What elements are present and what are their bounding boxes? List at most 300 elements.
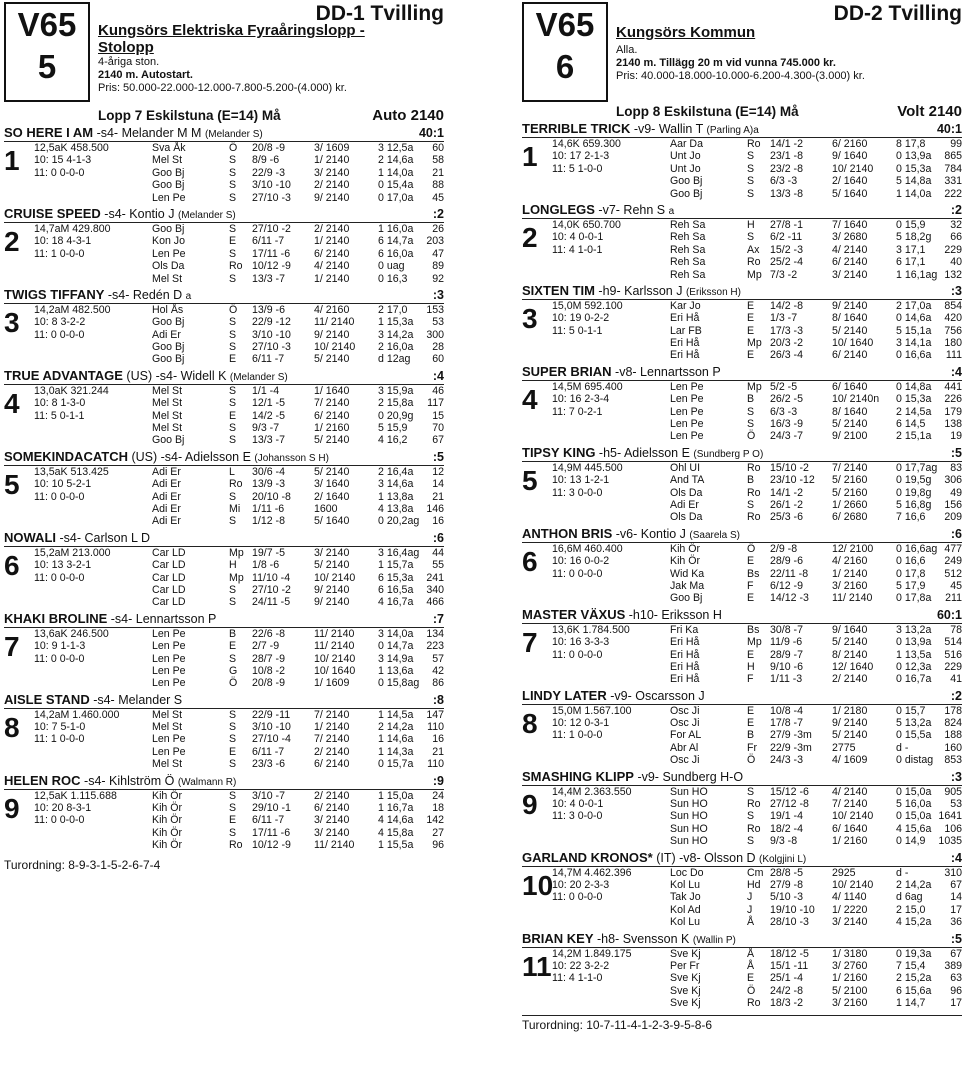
- placing-time: 2 14,5a: [896, 405, 932, 418]
- odds-value: 211: [945, 592, 962, 605]
- horse-info: (US) -s4- Adielsson E: [127, 449, 255, 464]
- date: 28/9 -6: [770, 555, 803, 568]
- date: 9/10 -6: [770, 660, 803, 673]
- result-line: [4, 515, 444, 527]
- horse-entry: [4, 531, 444, 609]
- date: 20/10 -8: [252, 490, 291, 503]
- race-name-line: Kungsörs Kommun: [616, 24, 756, 41]
- result-line: [522, 555, 962, 567]
- result-line: [4, 273, 444, 285]
- race-name-line: Stolopp: [98, 39, 154, 56]
- start-distance: 5/ 2140: [314, 559, 350, 572]
- driver: Sva Åk: [152, 142, 186, 154]
- placing-time: 0 15,5a: [896, 729, 932, 742]
- placing-time: 2 15,0: [896, 903, 926, 916]
- track: S: [229, 316, 237, 329]
- record-stats: 11: 0 0-0-0: [552, 567, 603, 580]
- start-distance: 5/ 2140: [314, 353, 350, 366]
- start-distance: 5/ 2140: [832, 729, 868, 742]
- placing-time: 0 16,3: [378, 272, 408, 285]
- start-number: 6: [4, 549, 20, 581]
- placing-time: 0 12,3a: [896, 660, 932, 673]
- result-line: [4, 434, 444, 446]
- start-distance: 8/ 1640: [832, 312, 868, 325]
- horse-entry: [4, 369, 444, 447]
- placing-time: 0 15,3a: [896, 393, 932, 406]
- odds-value: 53: [432, 316, 444, 329]
- trainer-name: (Sundberg P O): [693, 448, 764, 460]
- track: S: [229, 733, 237, 746]
- result-line: [522, 705, 962, 717]
- trainer-name: (Walmann R): [177, 776, 237, 788]
- date: 12/1 -5: [252, 397, 285, 410]
- date: 15/10 -2: [770, 461, 809, 474]
- horse-name: TIPSY KING: [522, 444, 596, 460]
- horse-record: [4, 709, 444, 771]
- track: Mp: [747, 636, 762, 649]
- placing-time: d 6ag: [896, 891, 923, 904]
- result-line: [4, 709, 444, 721]
- driver: Sun HO: [670, 785, 708, 798]
- start-distance: 2/ 2140: [314, 179, 350, 192]
- race-label: DD-1 Tvilling: [315, 2, 444, 25]
- track: S: [229, 166, 237, 179]
- odds-value: 160: [944, 741, 962, 754]
- result-line: [522, 960, 962, 972]
- odds: :2: [950, 688, 962, 703]
- result-line: [522, 624, 962, 636]
- record-stats: 11: 5 0-1-1: [552, 324, 603, 337]
- game-box: [522, 2, 608, 102]
- start-distance: 11/ 2140: [314, 839, 355, 852]
- date: 23/10 -12: [770, 474, 815, 487]
- horse-record: [522, 705, 962, 767]
- start-distance: 8/ 1640: [832, 405, 868, 418]
- horse-name: SIXTEN TIM: [522, 282, 595, 298]
- record-stats: 15,0M 1.567.100: [552, 704, 632, 717]
- placing-time: 0 15,0a: [896, 785, 932, 798]
- odds-value: 60: [432, 142, 444, 154]
- placing-time: 0 15,7: [896, 704, 926, 717]
- track: J: [747, 891, 753, 904]
- date: 22/6 -8: [252, 627, 285, 640]
- start-distance: 2/ 2140: [832, 673, 868, 686]
- driver: Goo Bj: [152, 166, 185, 179]
- placing-time: 1 15,7a: [378, 559, 414, 572]
- odds-value: 16: [432, 733, 444, 746]
- driver: Len Pe: [152, 247, 186, 260]
- record-stats: 13,0aK 321.244: [34, 384, 109, 397]
- odds: 40:1: [418, 126, 444, 140]
- horse-info: (US) -s4- Widell K: [122, 368, 230, 383]
- start-number: 9: [4, 792, 20, 824]
- race-prize: Pris: 40.000-18.000-10.000-6.200-4.300-(3.000) kr.: [616, 70, 865, 82]
- horse-name: KHAKI BROLINE: [4, 610, 108, 626]
- start-distance: 7/ 2140: [314, 397, 350, 410]
- placing-time: 2 17,0: [378, 303, 408, 316]
- placing-time: 0 17,0a: [378, 191, 414, 204]
- horse-header: [522, 689, 962, 705]
- record-stats: 10: 7 5-1-0: [34, 721, 86, 734]
- placing-time: 1 15,3a: [378, 316, 414, 329]
- driver: Sve Kj: [670, 984, 701, 997]
- track: S: [229, 422, 237, 435]
- record-stats: 10: 4 0-0-1: [552, 798, 604, 811]
- start-distance: 1/ 2220: [832, 903, 868, 916]
- odds-value: 21: [432, 490, 444, 503]
- track: S: [747, 231, 755, 244]
- driver: Fri Ka: [670, 623, 699, 636]
- odds-value: 78: [950, 623, 962, 636]
- start-distance: 7/ 2140: [314, 733, 350, 746]
- track: G: [229, 664, 238, 677]
- placing-time: 1 16,1ag: [896, 268, 938, 281]
- driver: Kon Jo: [152, 235, 185, 248]
- placing-time: 2 15,8a: [378, 397, 414, 410]
- horse-header: [4, 369, 444, 385]
- horse-header: [522, 608, 962, 624]
- result-line: [522, 649, 962, 661]
- placing-time: 0 13,9a: [896, 150, 932, 163]
- date: 9/3 -7: [252, 422, 280, 435]
- placing-time: 2 17,0a: [896, 299, 932, 312]
- horse-name: AISLE STAND: [4, 691, 90, 707]
- driver: Mel St: [152, 272, 183, 285]
- start-distance: 2/ 1640: [832, 175, 868, 188]
- driver: Car LD: [152, 596, 186, 609]
- record-stats: 10: 15 4-1-3: [34, 154, 92, 167]
- result-line: [4, 304, 444, 316]
- horse-entry: [522, 446, 962, 524]
- result-line: [4, 677, 444, 689]
- odds: 60:1: [936, 607, 962, 622]
- result-line: [522, 269, 962, 281]
- odds-value: 110: [427, 758, 444, 771]
- odds-value: 306: [944, 474, 962, 487]
- result-line: [522, 661, 962, 673]
- odds-value: 441: [944, 380, 962, 393]
- start-number: 1: [4, 145, 20, 176]
- driver: Kol Ad: [670, 903, 701, 916]
- result-line: [522, 381, 962, 393]
- date: 14/12 -3: [770, 592, 809, 605]
- track: S: [747, 498, 755, 511]
- track: S: [229, 789, 237, 802]
- record-stats: 11: 0 0-0-0: [34, 571, 85, 584]
- placing-time: 5 15,9: [378, 422, 408, 435]
- track: Hd: [747, 878, 761, 891]
- date: 2/9 -8: [770, 542, 798, 555]
- result-line: [522, 543, 962, 555]
- date: 6/11 -7: [252, 814, 285, 827]
- start-number: 4: [4, 387, 20, 419]
- track: L: [229, 465, 235, 478]
- odds-value: 1641: [938, 810, 962, 823]
- placing-time: 3 12,5a: [378, 142, 414, 154]
- start-number: 3: [4, 306, 20, 338]
- start-distance: 9/ 1640: [832, 150, 868, 163]
- trainer-name: a: [185, 290, 192, 302]
- driver: Osc Ji: [670, 704, 700, 717]
- date: 14/1 -2: [770, 138, 803, 150]
- result-line: [522, 879, 962, 891]
- start-distance: 9/ 2140: [314, 328, 350, 341]
- race-distance: 2140 m. Tillägg 20 m vid vunna 745.000 kr.: [616, 57, 836, 69]
- horse-info: -s4- Kontio J: [100, 206, 178, 221]
- driver: Aar Da: [670, 138, 703, 150]
- placing-time: 3 17,1: [896, 243, 926, 256]
- odds: 40:1: [936, 122, 962, 136]
- odds-value: 142: [426, 814, 444, 827]
- driver: Osc Ji: [670, 717, 700, 730]
- driver: Wid Ka: [670, 567, 705, 580]
- odds-value: 138: [944, 418, 962, 431]
- horse-entry: [522, 284, 962, 362]
- start-distance: 3/ 2680: [832, 231, 868, 244]
- odds-value: 756: [944, 324, 962, 337]
- result-line: [4, 839, 444, 851]
- start-distance: 5/ 2140: [314, 465, 350, 478]
- record-stats: 14,2aM 1.460.000: [34, 708, 120, 721]
- start-number: 9: [522, 788, 538, 820]
- driver: Adi Er: [152, 490, 181, 503]
- driver: Sve Kj: [670, 947, 701, 960]
- date: 20/3 -2: [770, 337, 803, 350]
- start-number: 8: [4, 711, 20, 743]
- driver: Ohl UI: [670, 461, 701, 474]
- result-line: [4, 758, 444, 770]
- driver: Eri Hå: [670, 636, 700, 649]
- result-line: [4, 640, 444, 652]
- record-stats: 13,6K 1.784.500: [552, 623, 630, 636]
- odds-value: 19: [950, 430, 962, 443]
- placing-time: 1 14,3a: [378, 745, 414, 758]
- track: E: [229, 353, 237, 366]
- odds-value: 188: [944, 729, 962, 742]
- start-number: 10: [522, 869, 554, 901]
- horse-record: [4, 223, 444, 285]
- result-line: [4, 559, 444, 571]
- odds-value: 209: [944, 511, 962, 524]
- horse-entry: [522, 608, 962, 686]
- driver: Mel St: [152, 708, 183, 721]
- track: S: [229, 341, 237, 354]
- driver: Adi Er: [152, 502, 181, 515]
- placing-time: 0 14,6a: [896, 312, 932, 325]
- date: 1/3 -7: [770, 312, 798, 325]
- start-distance: 3/ 2140: [314, 826, 350, 839]
- start-distance: 10/ 1640: [832, 337, 874, 350]
- result-line: [522, 798, 962, 810]
- track: Ro: [747, 822, 761, 835]
- date: 13/3 -8: [770, 187, 803, 200]
- placing-time: 2 15,2a: [896, 972, 932, 985]
- placing-time: 2 16,0a: [378, 341, 414, 354]
- trainer-name: (Saarela S): [689, 529, 740, 541]
- horse-header: [522, 365, 962, 381]
- placing-time: 1 14,7: [896, 997, 926, 1010]
- horse-record: [522, 786, 962, 848]
- result-line: [522, 300, 962, 312]
- odds-value: 88: [432, 179, 444, 192]
- driver: Reh Sa: [670, 256, 706, 269]
- horse-header: [522, 203, 962, 219]
- odds: :2: [950, 202, 962, 217]
- driver: Reh Sa: [670, 218, 706, 231]
- odds-value: 21: [432, 166, 444, 179]
- odds-value: 331: [944, 175, 962, 188]
- track: Fr: [747, 741, 757, 754]
- start-distance: 5/ 2160: [832, 486, 868, 499]
- horse-name: SO HERE I AM: [4, 125, 94, 140]
- driver: Kih Ör: [152, 814, 183, 827]
- trainer-name: (Eriksson H): [685, 286, 741, 298]
- odds-value: 89: [432, 260, 444, 273]
- record-stats: 14,5M 695.400: [552, 380, 623, 393]
- track: E: [229, 409, 237, 422]
- driver: Len Pe: [152, 652, 186, 665]
- track: S: [229, 154, 237, 167]
- track: S: [229, 397, 237, 410]
- turordning: Turordning: 10-7-11-4-1-2-3-9-5-8-6: [522, 1015, 962, 1032]
- result-line: [522, 231, 962, 243]
- date: 18/12 -5: [770, 947, 809, 960]
- date: 22/9 -3m: [770, 741, 812, 754]
- placing-time: 0 13,9a: [896, 636, 932, 649]
- horse-info: -v9- Wallin T: [630, 122, 707, 136]
- start-distance: 7/ 2140: [832, 798, 868, 811]
- driver: Goo Bj: [152, 222, 185, 235]
- odds-value: 83: [950, 461, 962, 474]
- odds-value: 111: [945, 349, 962, 362]
- horse-name: SOMEKINDACATCH: [4, 448, 128, 464]
- record-stats: 14,2aM 482.500: [34, 303, 111, 316]
- driver: Goo Bj: [670, 187, 703, 200]
- start-distance: 6/ 2160: [832, 138, 868, 150]
- track: B: [747, 729, 755, 742]
- driver: Goo Bj: [152, 353, 185, 366]
- result-line: [4, 235, 444, 247]
- result-line: [4, 410, 444, 422]
- start-distance: 1/ 2160: [832, 835, 868, 848]
- date: 27/10 -3: [252, 191, 291, 204]
- date: 28/8 -5: [770, 866, 803, 879]
- date: 26/2 -5: [770, 393, 803, 406]
- start-distance: 10/ 2140: [832, 878, 874, 891]
- odds-value: 27: [432, 826, 444, 839]
- placing-time: 0 20,2ag: [378, 515, 420, 528]
- track: Å: [747, 947, 755, 960]
- driver: Len Pe: [152, 677, 186, 690]
- start-distance: 1/ 2140: [314, 154, 350, 167]
- horse-header: [522, 770, 962, 786]
- track: S: [229, 490, 237, 503]
- result-line: [4, 653, 444, 665]
- odds-value: 28: [432, 341, 444, 354]
- start-distance: 4/ 2160: [832, 555, 868, 568]
- result-line: [522, 244, 962, 256]
- track: S: [747, 405, 755, 418]
- odds: :5: [950, 445, 962, 460]
- result-line: [4, 596, 444, 608]
- track: Å: [747, 959, 755, 972]
- odds-value: 226: [944, 393, 962, 406]
- placing-time: 0 14,7a: [378, 640, 414, 653]
- race-number: Lopp 7 Eskilstuna (E=14) Må: [98, 108, 281, 123]
- placing-time: 0 15,8ag: [378, 677, 420, 690]
- placing-time: 6 15,6a: [896, 984, 932, 997]
- driver: Reh Sa: [670, 243, 706, 256]
- driver: Kar Jo: [670, 299, 701, 312]
- date: 22/9 -3: [252, 166, 285, 179]
- date: 6/3 -3: [770, 175, 798, 188]
- odds: :9: [432, 773, 444, 788]
- start-number: 1: [522, 141, 538, 172]
- start-distance: 3/ 2140: [314, 166, 350, 179]
- odds-value: 36: [950, 916, 962, 929]
- start-number: 5: [522, 464, 538, 496]
- record-stats: 10: 20 2-3-3: [552, 878, 610, 891]
- date: 25/1 -4: [770, 972, 803, 985]
- placing-time: 0 19,8g: [896, 486, 932, 499]
- date: 18/3 -2: [770, 997, 803, 1010]
- start-number: 5: [4, 468, 20, 500]
- track: Ö: [229, 303, 238, 316]
- record-stats: 11: 4 1-1-0: [552, 972, 603, 985]
- start-distance: 6/ 2140: [314, 758, 350, 771]
- record-stats: 11: 1 0-0-0: [34, 247, 85, 260]
- odds-value: 86: [432, 677, 444, 690]
- track: S: [229, 758, 237, 771]
- result-line: [522, 163, 962, 175]
- start-distance: 10/ 2140: [314, 341, 356, 354]
- date: 17/11 -6: [252, 826, 291, 839]
- start-distance: 4/ 2140: [314, 260, 350, 273]
- result-line: [4, 223, 444, 235]
- odds-value: 514: [944, 636, 962, 649]
- date: 15/12 -6: [770, 785, 809, 798]
- track: S: [229, 328, 237, 341]
- start-number: 2: [522, 221, 538, 253]
- placing-time: 2 15,1a: [896, 430, 932, 443]
- game-box: [4, 2, 90, 102]
- date: 27/9 -3m: [770, 729, 812, 742]
- date: 20/8 -9: [252, 142, 285, 154]
- track: Mp: [229, 546, 244, 559]
- track: S: [229, 721, 237, 734]
- odds-value: 117: [427, 397, 444, 410]
- start-distance: 12/ 1640: [832, 660, 874, 673]
- horse-record: [522, 462, 962, 524]
- horse-record: [4, 466, 444, 528]
- result-line: [522, 325, 962, 337]
- placing-time: 3 14,9a: [378, 652, 414, 665]
- driver: Kih Ör: [152, 789, 183, 802]
- result-line: [522, 972, 962, 984]
- track: Mi: [229, 502, 241, 515]
- horse-header: [522, 932, 962, 948]
- odds-value: 466: [426, 596, 444, 609]
- placing-time: 1 14,5a: [378, 708, 414, 721]
- placing-time: 5 14,8a: [896, 175, 932, 188]
- start-distance: 5/ 2140: [832, 636, 868, 649]
- track: S: [747, 785, 755, 798]
- driver: Mel St: [152, 758, 183, 771]
- start-distance: 5/ 2140: [832, 324, 868, 337]
- track: B: [229, 627, 237, 640]
- record-stats: 10: 16 3-3-3: [552, 636, 610, 649]
- date: 9/3 -8: [770, 835, 798, 848]
